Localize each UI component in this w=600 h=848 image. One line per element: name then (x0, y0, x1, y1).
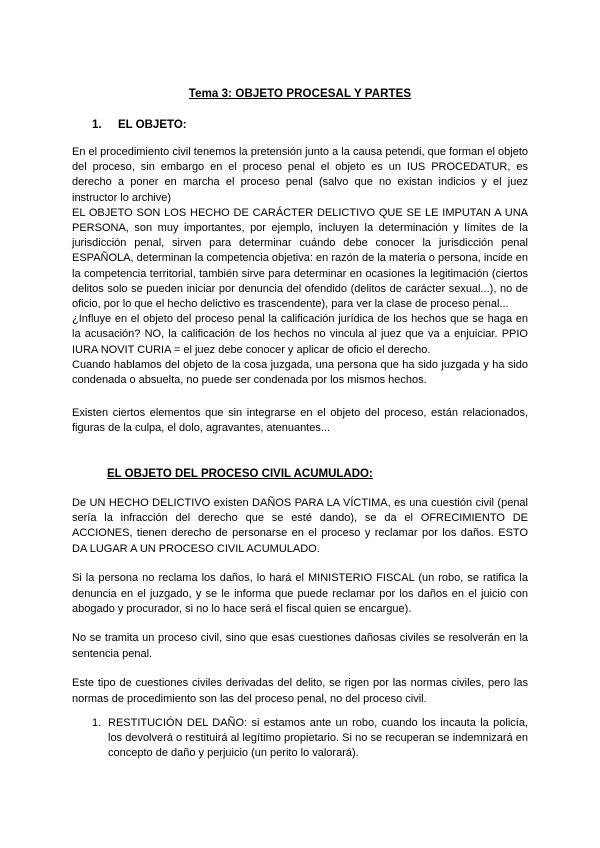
section-heading-civil-acumulado: EL OBJETO DEL PROCESO CIVIL ACUMULADO: (107, 468, 373, 480)
paragraph: EL OBJETO SON LOS HECHO DE CARÁCTER DELICTIVO QUE SE LE IMPUTAN A UNA PERSONA, son muy importantes, por ejemplo, incluyen la determinación y límites de la jurisdicción penal, sirven para determinar cuándo debe conocer la jurisdicción penal ESPAÑOLA, determinan la competencia objetiva: en razón de la materia o persona, incide en la competencia territorial, también sirve para determinar en ocasiones la legitimación (ciertos delitos solo se pueden iniciar por denuncia del ofendido (delitos de carácter sexual...), no de oficio, por lo que el hecho delictivo es trascendente), para ver la clase de proceso penal... (72, 206, 528, 311)
list-item-number: 1. (92, 717, 102, 729)
page-title: Tema 3: OBJETO PROCESAL Y PARTES (188, 88, 412, 100)
paragraph: ¿Influye en el objeto del proceso penal la calificación jurídica de los hechos que se haga en la acusación? NO, la calificación de los hechos no vincula al juez que va a enjuiciar. PPIO IURA NOVIT CURIA = el juez debe conocer y aplicar de oficio el derecho. (72, 313, 528, 356)
paragraph: En el procedimiento civil tenemos la pretensión junto a la causa petendi, que forman el objeto del proceso, sin embargo en el proceso penal el objeto es un IUS PROCEDATUR, es derecho a poner en marcha el proceso penal (salvo que no existan indicios y el juez instructor lo archive) (72, 146, 528, 204)
paragraph: Existen ciertos elementos que sin integrarse en el objeto del proceso, están relacionados, figuras de la culpa, el dolo, agravantes, atenuantes... (72, 407, 528, 435)
list-item-text: RESTITUCIÓN DEL DAÑO: si estamos ante un robo, cuando los incauta la policía, los devolverá o restituirá al legítimo propietario. Si no se recuperan se indemnizará en concepto de daño y perjuicio (un perito lo valorará). (108, 717, 528, 760)
list-item (92, 716, 528, 762)
paragraph-block-elementos (72, 406, 528, 436)
paragraph: Este tipo de cuestiones civiles derivadas del delito, se rigen por las normas civiles, pero las normas de procedimiento son las del proceso penal, no del proceso civil. (72, 677, 528, 705)
paragraph: Cuando hablamos del objeto de la cosa juzgada, una persona que ha sido juzgada y ha sido condenada o absuelta, no puede ser condenada por los mismos hechos. (72, 358, 528, 387)
paragraph: Si la persona no reclama los daños, lo hará el MINISTERIO FISCAL (un robo, se ratifica la denuncia en el juzgado, y se le informa que puede reclamar por los daños en el juicio con abogado y procurador, si no lo hace será el fiscal quien se encargue). (72, 572, 528, 615)
section-heading-text: EL OBJETO: (118, 119, 187, 131)
section-number: 1. (92, 119, 102, 131)
numbered-list (92, 716, 528, 762)
paragraph: No se tramita un proceso civil, sino que esas cuestiones dañosas civiles se resolverán en la sentencia penal. (72, 632, 528, 660)
section-heading-objeto (92, 119, 187, 131)
paragraph: De UN HECHO DELICTIVO existen DAÑOS PARA LA VÍCTIMA, es una cuestión civil (penal sería la infracción del derecho que se esté dando), se da el OFRECIMIENTO DE ACCIONES, tienen derecho de personarse en el proceso y reclamar por los daños. ESTO DA LUGAR A UN PROCESO CIVIL ACUMULADO. (72, 497, 528, 555)
paragraph-block-civil (72, 496, 528, 721)
paragraph-block-objeto (72, 145, 528, 388)
